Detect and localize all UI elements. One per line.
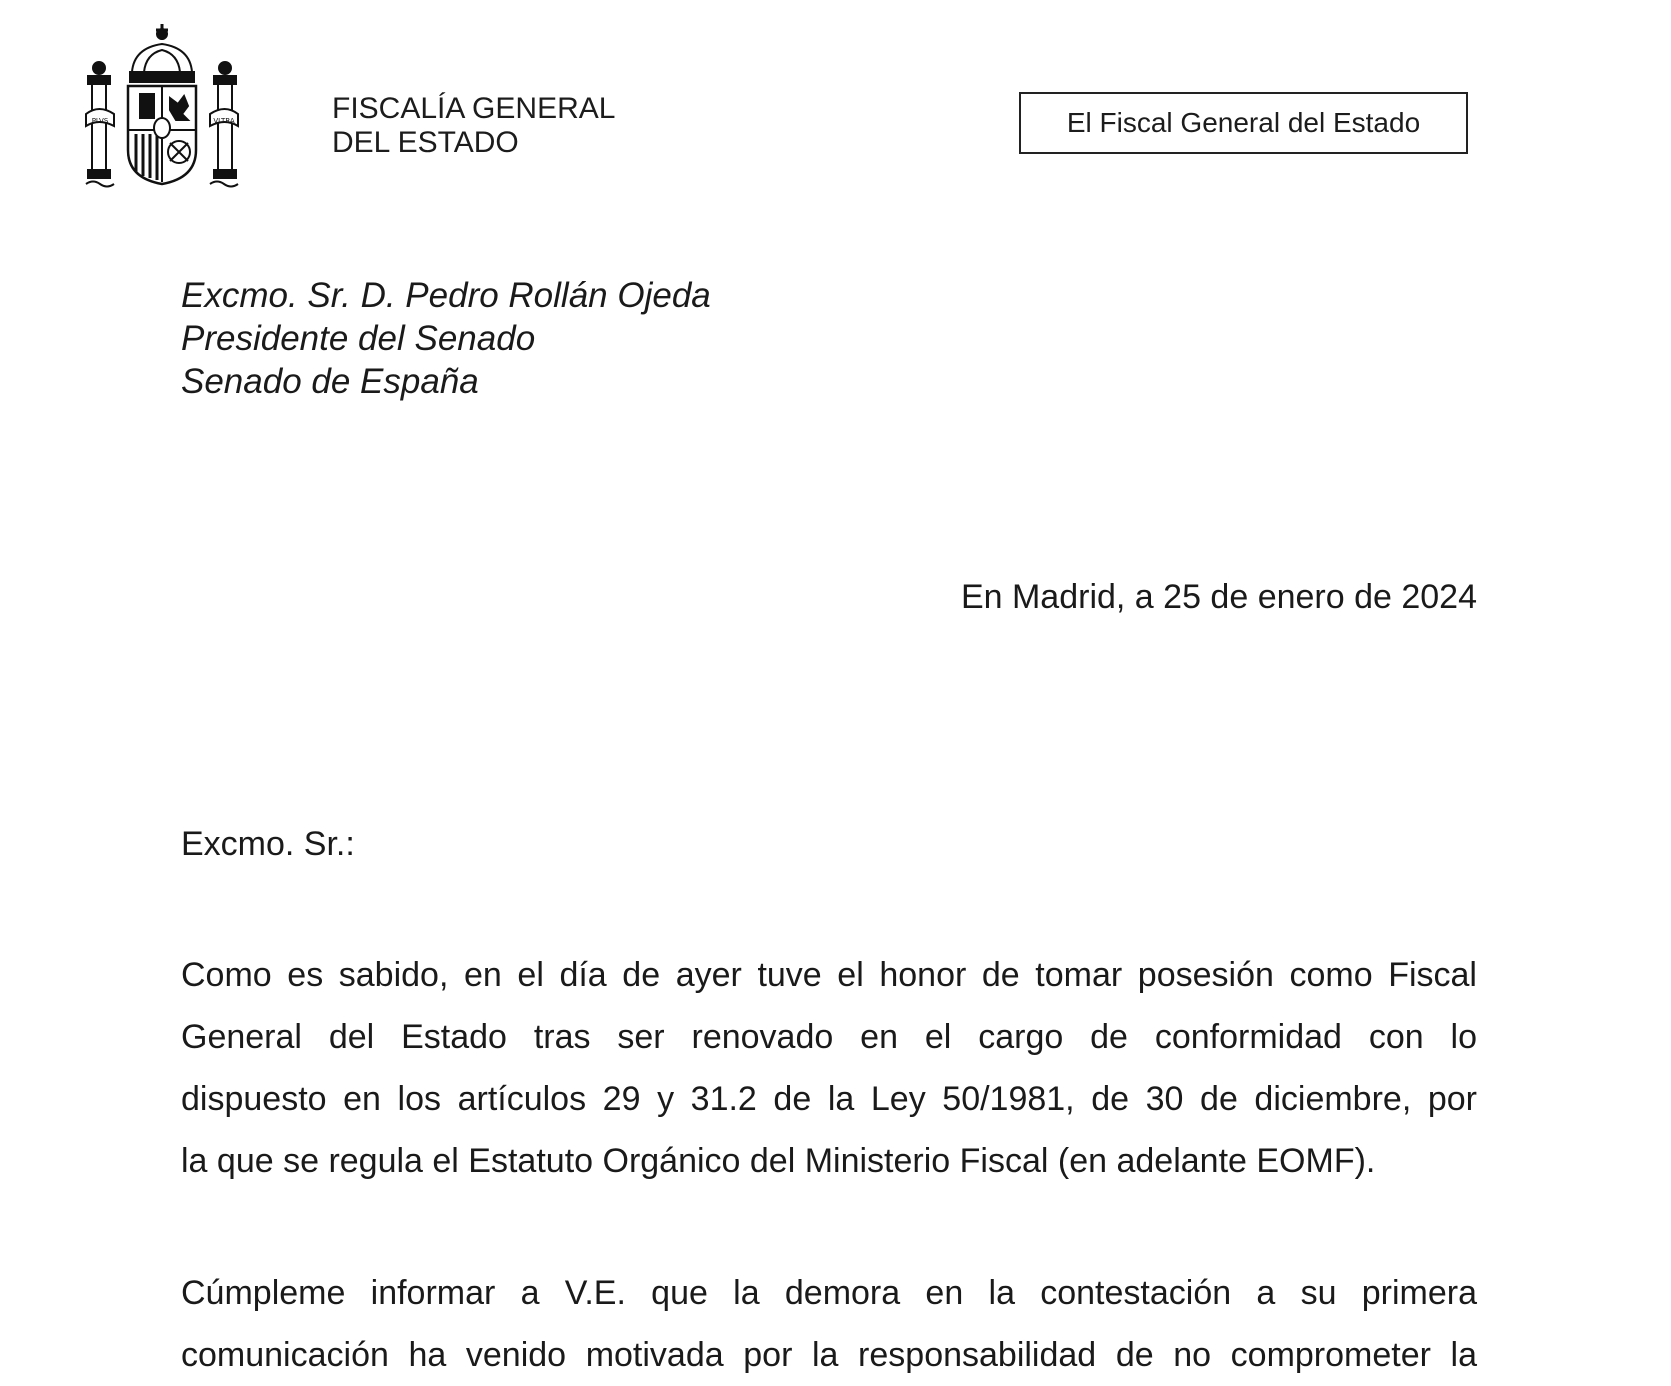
recipient-organization: Senado de España bbox=[181, 362, 479, 401]
paragraph-line: la que se regula el Estatuto Orgánico del Ministerio Fiscal (en adelante EOMF). bbox=[181, 1142, 1376, 1180]
paragraph-line: Como es sabido, en el día de ayer tuve el honor de tomar posesión como Fiscal bbox=[181, 956, 1477, 994]
spanish-coat-of-arms-icon bbox=[84, 22, 240, 190]
paragraph-line: comunicación ha venido motivada por la responsabilidad de no comprometer la bbox=[181, 1336, 1477, 1374]
recipient-block bbox=[181, 274, 711, 403]
paragraph-line: Cúmpleme informar a V.E. que la demora en la contestación a su primera bbox=[181, 1274, 1477, 1312]
body-paragraph-1 bbox=[181, 944, 1477, 1192]
institution-name bbox=[332, 92, 615, 160]
date-line: En Madrid, a 25 de enero de 2024 bbox=[960, 578, 1477, 616]
institution-line-2: DEL ESTADO bbox=[332, 126, 519, 159]
body-paragraph-2 bbox=[181, 1262, 1477, 1386]
office-label-box bbox=[1019, 92, 1468, 154]
salutation: Excmo. Sr.: bbox=[181, 825, 355, 863]
paragraph-line: General del Estado tras ser renovado en el cargo de conformidad con lo bbox=[181, 1018, 1477, 1056]
recipient-name: Excmo. Sr. D. Pedro Rollán Ojeda bbox=[181, 276, 711, 315]
paragraph-line: dispuesto en los artículos 29 y 31.2 de la Ley 50/1981, de 30 de diciembre, por bbox=[181, 1080, 1477, 1118]
motto-left: PLVS bbox=[91, 117, 109, 125]
motto-right: VLTRA bbox=[213, 117, 235, 125]
recipient-title: Presidente del Senado bbox=[181, 319, 536, 358]
institution-line-1: FISCALÍA GENERAL bbox=[332, 92, 616, 125]
office-label: El Fiscal General del Estado bbox=[1066, 107, 1421, 138]
